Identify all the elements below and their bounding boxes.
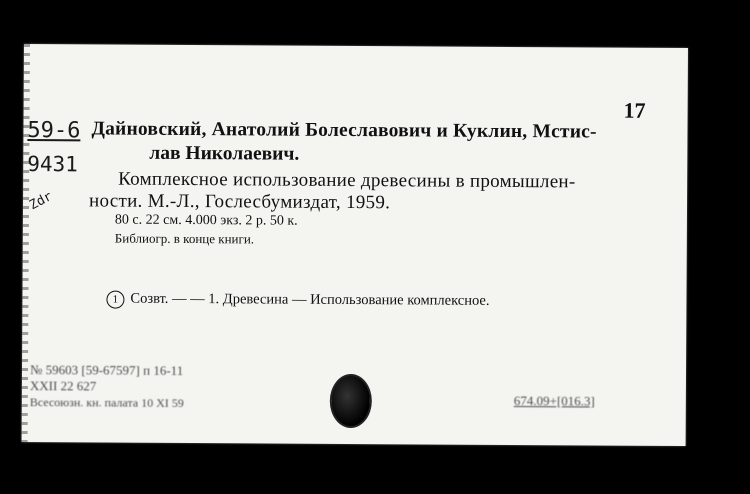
physical-description: 80 с. 22 см. 4.000 экз. 2 р. 50 к. bbox=[114, 212, 298, 229]
subject-text: Созвт. — — 1. Древесина — Использование комплексное. bbox=[130, 290, 490, 309]
classification-code: 674.09+[016.3] bbox=[513, 392, 595, 409]
call-number-top: 59-6 bbox=[27, 118, 81, 144]
margin-note: Zdr bbox=[27, 189, 55, 214]
punch-hole bbox=[330, 374, 372, 428]
scan-edge bbox=[22, 44, 30, 442]
call-number-bottom: 9431 bbox=[27, 152, 78, 177]
authors-line-2: лав Николаевич. bbox=[149, 142, 300, 165]
title-line-1: Комплексное использование древесины в промышлен- bbox=[118, 168, 576, 193]
catalog-card bbox=[22, 44, 688, 446]
page-number: 17 bbox=[623, 97, 646, 123]
subject-heading bbox=[106, 291, 489, 311]
subject-number-circle: 1 bbox=[106, 291, 124, 309]
stamp-line-3: Всесоюзн. кн. палата 10 XI 59 bbox=[29, 395, 184, 410]
bibliography-note: Библиогр. в конце книги. bbox=[114, 230, 255, 247]
stamp-line-2: XXII 22 627 bbox=[29, 378, 97, 394]
stamp-line-1: № 59603 [59-67597] п 16-11 bbox=[29, 362, 184, 378]
authors-line-1: Дайновский, Анатолий Болеславович и Куклин, Мстис- bbox=[91, 118, 597, 143]
title-line-2: ности. М.-Л., Гослесбумиздат, 1959. bbox=[88, 190, 391, 214]
